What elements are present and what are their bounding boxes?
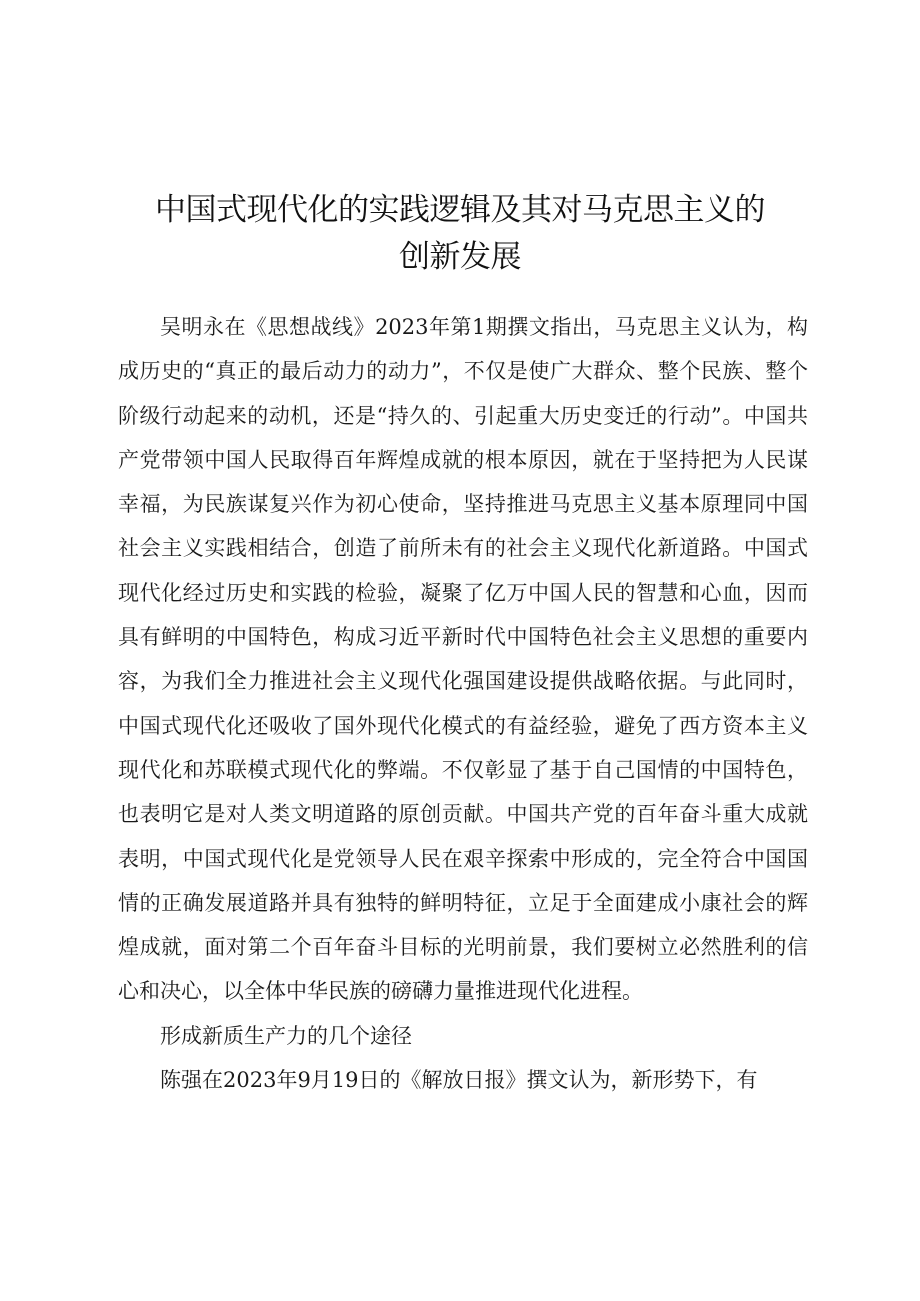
- title-line-1: 中国式现代化的实践逻辑及其对马克思主义的: [155, 191, 765, 228]
- body-paragraph-1: 吴明永在《思想战线》2023年第1期撰文指出，马克思主义认为，构成历史的“真正的最后动力的动力”，不仅是使广大群众、整个民族、整个阶级行动起来的动机，还是“持久的、引起重大历史变迁的行动”。中国共产党带领中国人民取得百年辉煌成就的根本原因，就在于坚持把为人民谋幸福，为民族谋复兴作为初心使命，坚持推进马克思主义基本原理同中国社会主义实践相结合，创造了前所未有的社会主义现代化新道路。中国式现代化经过历史和实践的检验，凝聚了亿万中国人民的智慧和心血，因而具有鲜明的中国特色，构成习近平新时代中国特色社会主义思想的重要内容，为我们全力推进社会主义现代化强国建设提供战略依据。与此同时，中国式现代化还吸收了国外现代化模式的有益经验，避免了西方资本主义现代化和苏联模式现代化的弊端。不仅彰显了基于自己国情的中国特色，也表明它是对人类文明道路的原创贡献。中国共产党的百年奋斗重大成就表明，中国式现代化是党领导人民在艰辛探索中形成的，完全符合中国国情的正确发展道路并具有独特的鲜明特征，立足于全面建成小康社会的辉煌成就，面对第二个百年奋斗目标的光明前景，我们要树立必然胜利的信心和决心，以全体中华民族的磅礴力量推进现代化进程。: [118, 315, 808, 1004]
- section-subheading: 形成新质生产力的几个途径: [160, 1023, 412, 1048]
- document-title: [120, 187, 800, 281]
- document-body: [118, 305, 808, 1102]
- body-paragraph-2: 陈强在2023年9月19日的《解放日报》撰文认为，新形势下，有: [160, 1068, 758, 1093]
- title-line-2: 创新发展: [399, 238, 521, 275]
